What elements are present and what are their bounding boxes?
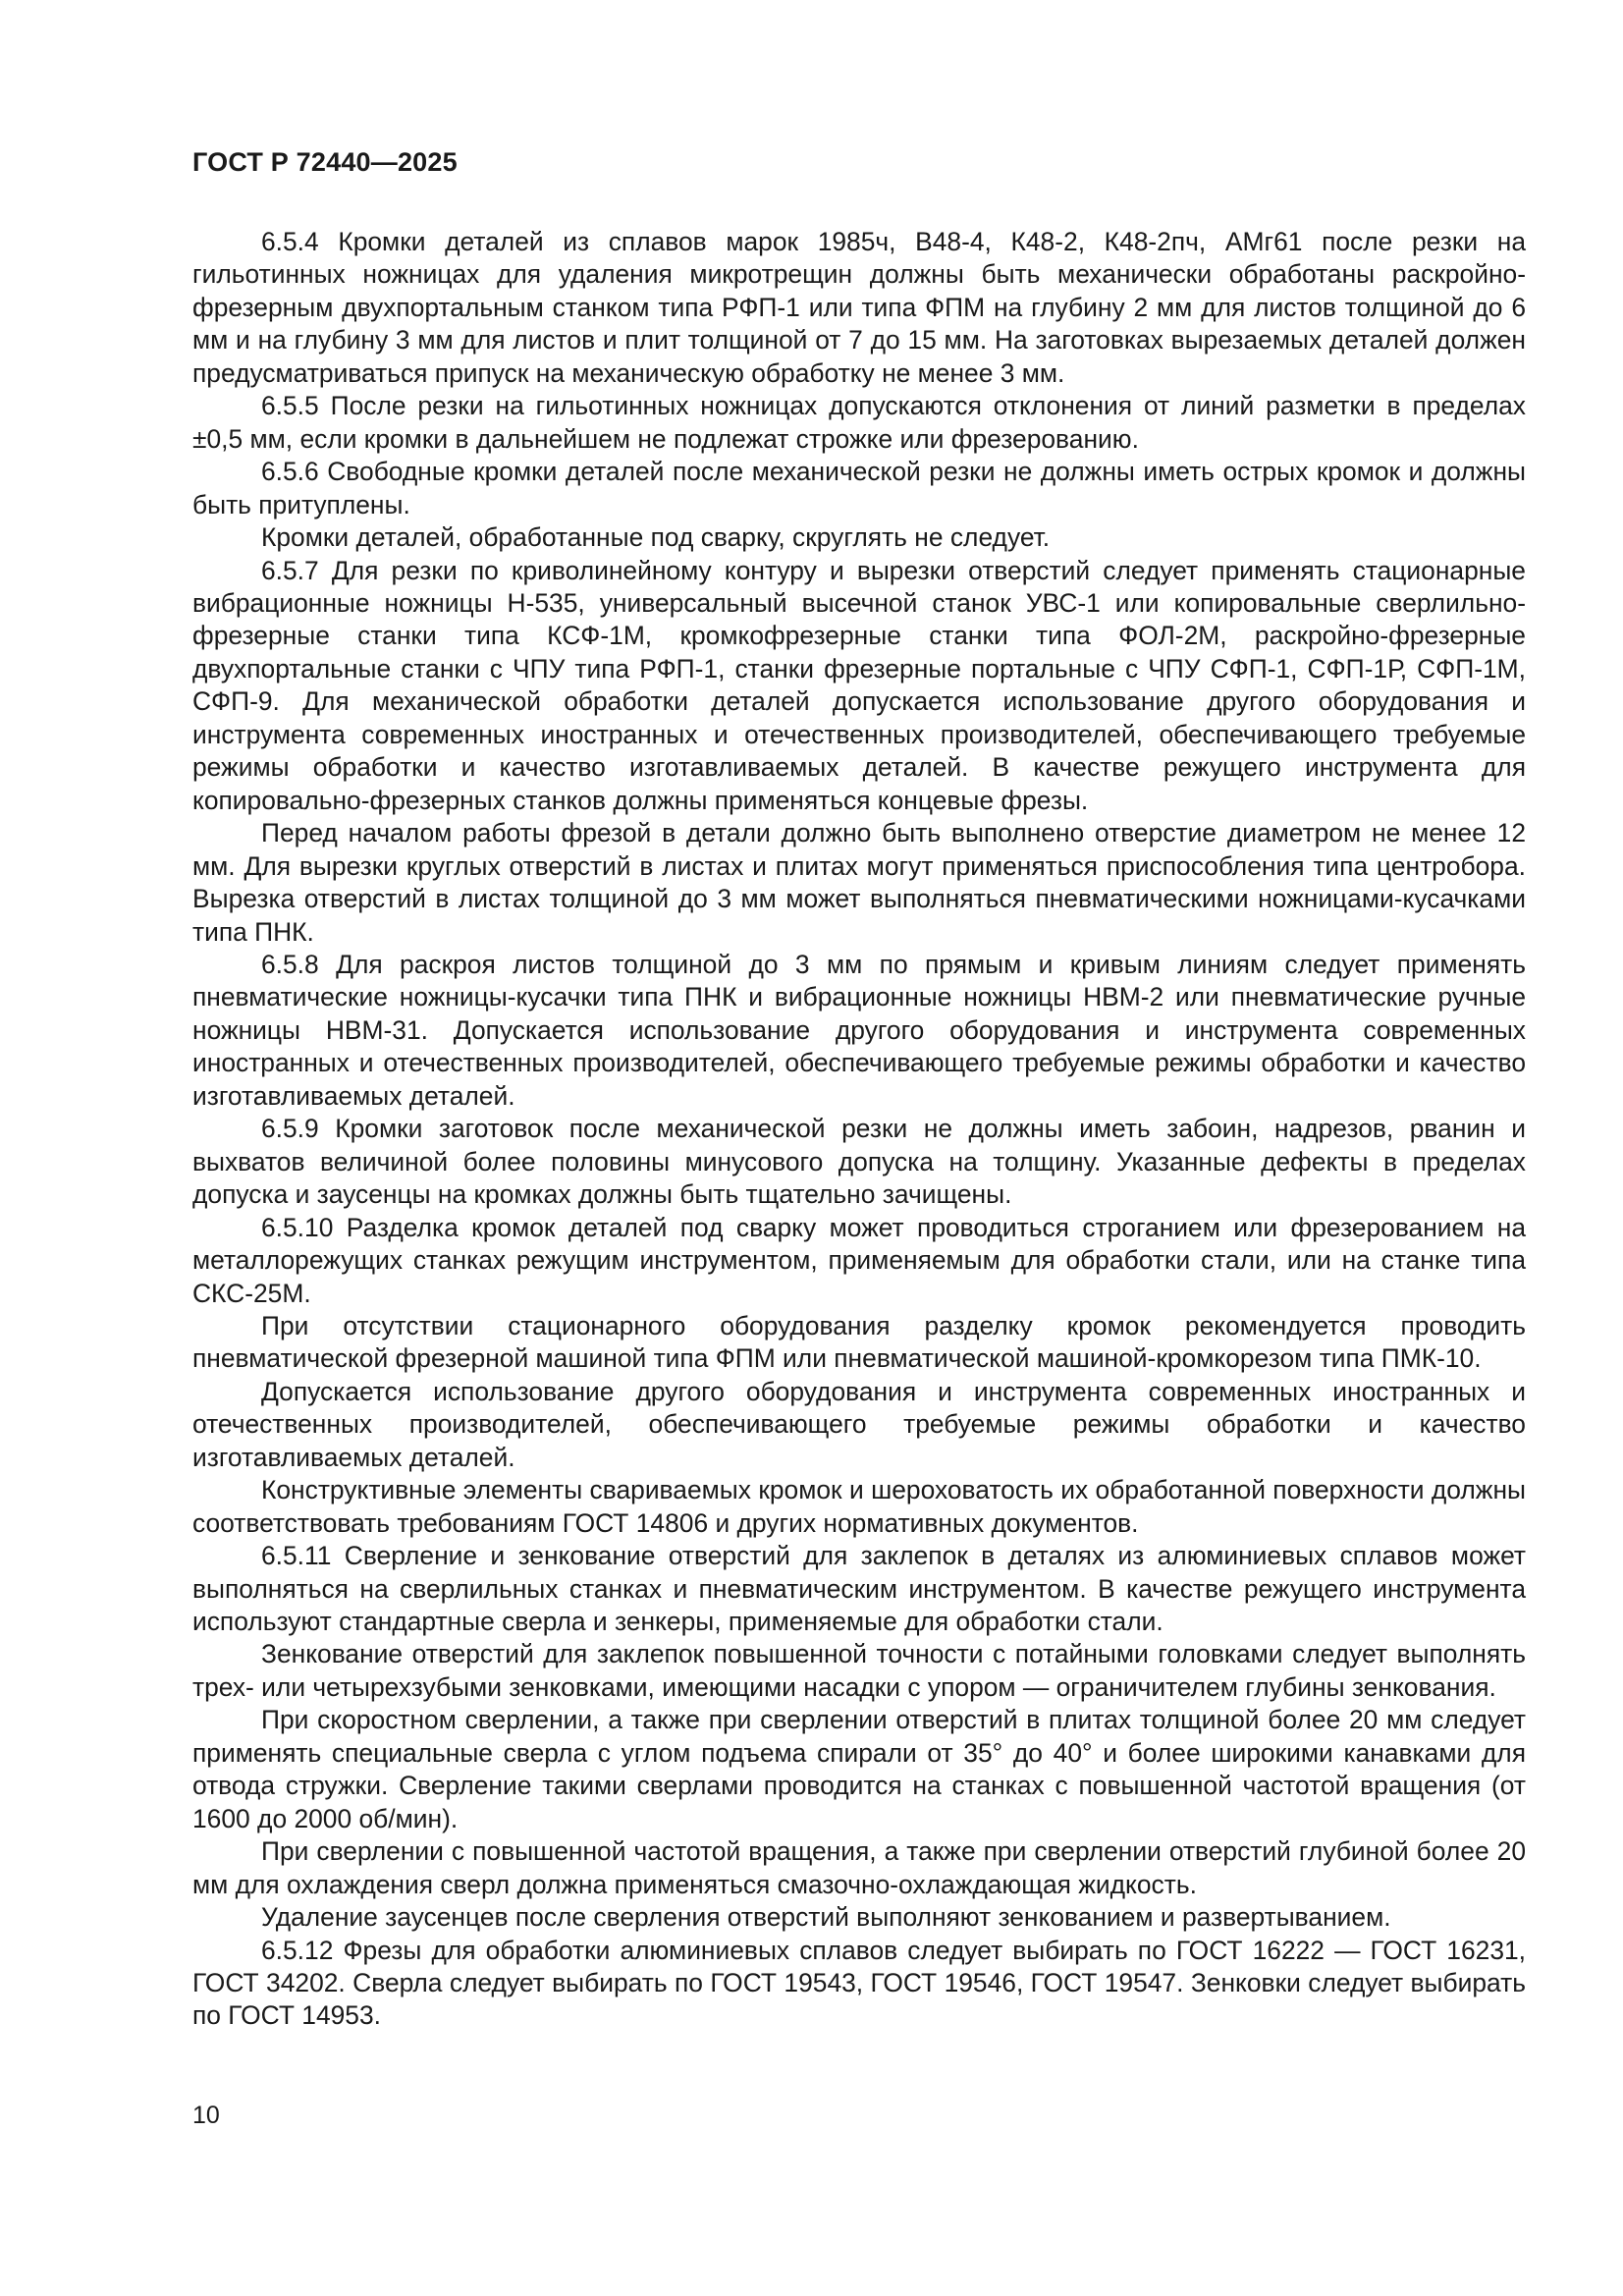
paragraph-6-5-11: 6.5.11 Сверление и зенкование отверстий для заклепок в деталях из алюминиевых сплавов может выполняться на сверлильных станках и пневматическим инструментом. В качестве режущего инструмента используют стандартные сверла и зенкеры, применяемые для обработки стали. <box>192 1541 1526 1637</box>
document-body <box>192 226 1526 2033</box>
paragraph-6-5-4: 6.5.4 Кромки деталей из сплавов марок 1985ч, В48-4, К48-2, К48-2пч, АМг61 после резки на гильотинных ножницах для удаления микротрещин должны быть механически обработаны раскройно-фрезерным двухпортальным станком типа РФП-1 или типа ФПМ на глубину 2 мм для листов толщиной до 6 мм и на глубину 3 мм для листов и плит толщиной от 7 до 15 мм. На заготовках вырезаемых деталей должен предусматриваться припуск на механическую обработку не менее 3 мм. <box>192 227 1526 388</box>
paragraph-edges-no-rounding: Кромки деталей, обработанные под сварку, скруглять не следует. <box>261 522 1051 553</box>
paragraph-countersinking: Зенкование отверстий для заклепок повышенной точности с потайными головками следует выполнять трех- или четырехзубыми зенковками, имеющими насадки с упором — ограничителем глубины зенкования. <box>192 1639 1526 1702</box>
paragraph-6-5-6: 6.5.6 Свободные кромки деталей после механической резки не должны иметь острых кромок и должны быть притуплены. <box>192 457 1526 519</box>
page-number: 10 <box>192 2102 220 2129</box>
paragraph-6-5-7: 6.5.7 Для резки по криволинейному контуру и вырезки отверстий следует применять стационарные вибрационные ножницы Н-535, универсальный высечной станок УВС-1 или копировальные сверлильно-фрезерные станки типа КСФ-1М, кромкофрезерные станки типа ФОЛ-2М, раскройно-фрезерные двухпортальные станки с ЧПУ типа РФП-1, станки фрезерные портальные с ЧПУ СФП-1, СФП-1Р, СФП-1М, СФП-9. Для механической обработки деталей допускается использование другого оборудования и инструмента современных иностранных и отечественных производителей, обеспечивающего требуемые режимы обработки и качество изготавливаемых деталей. В качестве режущего инструмента для копировально-фрезерных станков должны применяться концевые фрезы. <box>192 555 1526 815</box>
paragraph-6-5-9: 6.5.9 Кромки заготовок после механической резки не должны иметь забоин, надрезов, рванин и выхватов величиной более половины минусового допуска на толщину. Указанные дефекты в пределах допуска и заусенцы на кромках должны быть тщательно зачищены. <box>192 1114 1526 1210</box>
document-standard-header: ГОСТ Р 72440—2025 <box>192 147 458 177</box>
paragraph-6-5-8: 6.5.8 Для раскроя листов толщиной до 3 мм по прямым и кривым линиям следует применять пневматические ножницы-кусачки типа ПНК и вибрационные ножницы НВМ-2 или пневматические ручные ножницы НВМ-31. Допускается использование другого оборудования и инструмента современных иностранных и отечественных производителей, обеспечивающего требуемые режимы обработки и качество изготавливаемых деталей. <box>192 949 1526 1111</box>
paragraph-milling-hole: Перед началом работы фрезой в детали должно быть выполнено отверстие диаметром не менее 12 мм. Для вырезки круглых отверстий в листах и плитах могут применяться приспособления типа центробора. Вырезка отверстий в листах толщиной до 3 мм может выполняться пневматическими ножницами-кусачками типа ПНК. <box>192 818 1526 947</box>
paragraph-high-speed-drilling: При скоростном сверлении, а также при сверлении отверстий в плитах толщиной более 20 мм следует применять специальные сверла с углом подъема спирали от 35° до 40° и более широкими канавками для отвода стружки. Сверление такими сверлами проводится на станках с повышенной частотой вращения (от 1600 до 2000 об/мин). <box>192 1705 1526 1833</box>
paragraph-6-5-10: 6.5.10 Разделка кромок деталей под сварку может проводиться строганием или фрезерованием на металлорежущих станках режущим инструментом, применяемым для обработки стали, или на станке типа СКС-25М. <box>192 1212 1526 1308</box>
paragraph-6-5-12: 6.5.12 Фрезы для обработки алюминиевых сплавов следует выбирать по ГОСТ 16222 — ГОСТ 16231, ГОСТ 34202. Сверла следует выбирать по ГОСТ 19543, ГОСТ 19546, ГОСТ 19547. Зенковки следует выбирать по ГОСТ 14953. <box>192 1935 1526 2031</box>
paragraph-other-equipment: Допускается использование другого оборудования и инструмента современных иностранных и отечественных производителей, обеспечивающего требуемые режимы обработки и качество изготавливаемых деталей. <box>192 1376 1526 1472</box>
paragraph-no-stationary-equipment: При отсутствии стационарного оборудования разделку кромок рекомендуется проводить пневматической фрезерной машиной типа ФПМ или пневматической машиной-кромкорезом типа ПМК-10. <box>192 1310 1526 1374</box>
paragraph-weld-edge-elements: Конструктивные элементы свариваемых кромок и шероховатость их обработанной поверхности должны соответствовать требованиям ГОСТ 14806 и других нормативных документов. <box>192 1475 1526 1538</box>
paragraph-6-5-5: 6.5.5 После резки на гильотинных ножницах допускаются отклонения от линий разметки в пределах ±0,5 мм, если кромки в дальнейшем не подлежат строжке или фрезерованию. <box>192 391 1526 454</box>
paragraph-deburring: Удаление заусенцев после сверления отверстий выполняют зенкованием и развертыванием. <box>261 1902 1391 1933</box>
paragraph-coolant: При сверлении с повышенной частотой вращения, а также при сверлении отверстий глубиной более 20 мм для охлаждения сверл должна применяться смазочно-охлаждающая жидкость. <box>192 1836 1526 1899</box>
